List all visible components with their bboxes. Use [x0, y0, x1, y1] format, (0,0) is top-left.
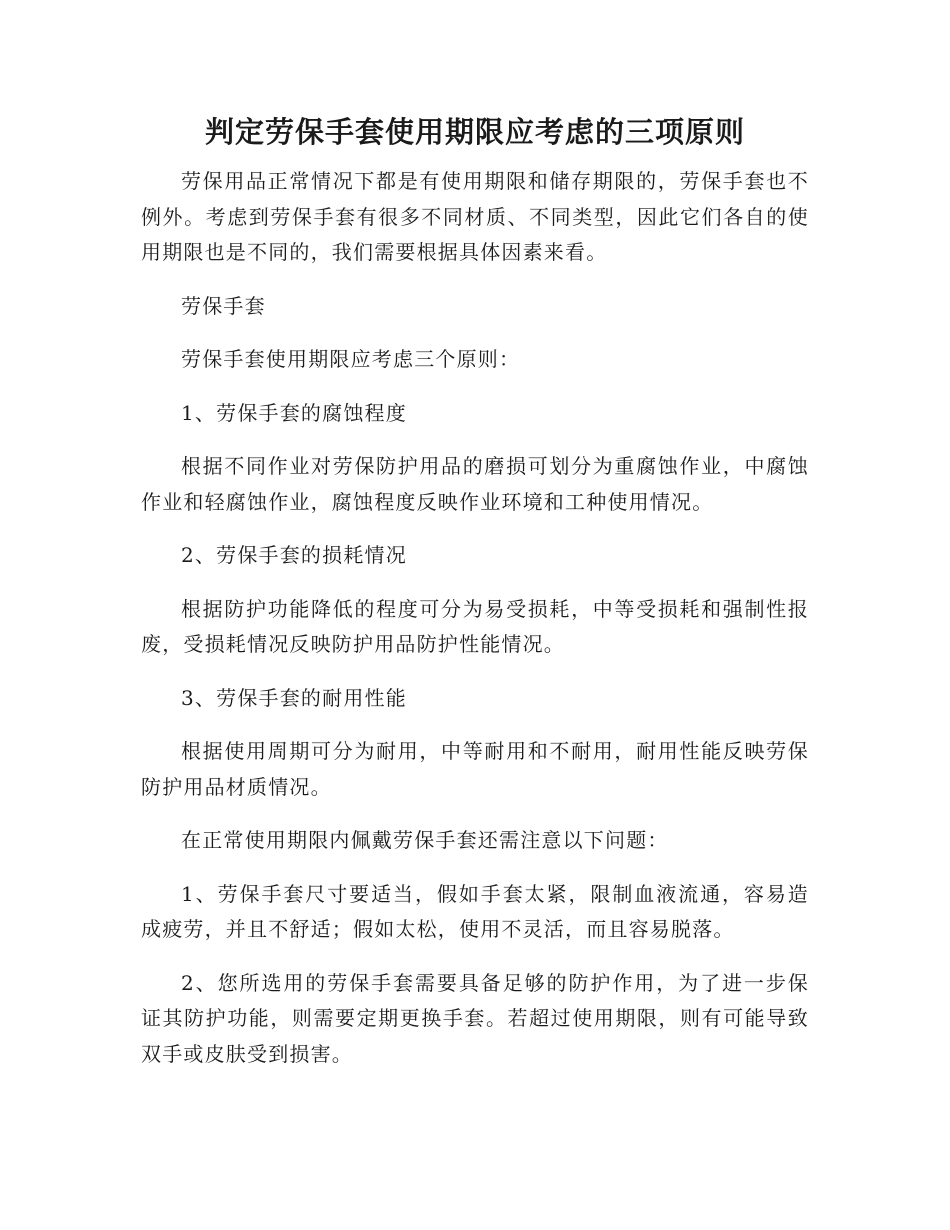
document-body [141, 164, 809, 1090]
principle-2-heading: 2、劳保手套的损耗情况 [181, 543, 407, 567]
principle-1-text: 根据不同作业对劳保防护用品的磨损可划分为重腐蚀作业，中腐蚀作业和轻腐蚀作业，腐蚀程度反映作业环境和工种使用情况。 [141, 454, 809, 514]
paragraph-intro: 劳保用品正常情况下都是有使用期限和储存期限的，劳保手套也不例外。考虑到劳保手套有很多不同材质、不同类型，因此它们各自的使用期限也是不同的，我们需要根据具体因素来看。 [141, 169, 809, 264]
document-title: 判定劳保手套使用期限应考虑的三项原则 [204, 115, 745, 149]
notes-heading: 在正常使用期限内佩戴劳保手套还需注意以下问题： [181, 828, 669, 852]
principle-2-text: 根据防护功能降低的程度可分为易受损耗，中等受损耗和强制性报废，受损耗情况反映防护用品防护性能情况。 [141, 596, 809, 656]
note-1-text: 1、劳保手套尺寸要适当，假如手套太紧，限制血液流通，容易造成疲劳，并且不舒适；假如太松，使用不灵活，而且容易脱落。 [141, 881, 809, 941]
paragraph-subject: 劳保手套 [181, 293, 266, 318]
principle-3-heading: 3、劳保手套的耐用性能 [181, 685, 407, 710]
principle-3-text: 根据使用周期可分为耐用，中等耐用和不耐用，耐用性能反映劳保防护用品材质情况。 [141, 739, 809, 799]
paragraph-principles-heading: 劳保手套使用期限应考虑三个原则： [181, 347, 521, 371]
principle-1-heading: 1、劳保手套的腐蚀程度 [181, 400, 407, 425]
note-2-text: 2、您所选用的劳保手套需要具备足够的防护作用，为了进一步保证其防护功能，则需要定期更换手套。若超过使用期限，则有可能导致双手或皮肤受到损害。 [141, 970, 809, 1066]
